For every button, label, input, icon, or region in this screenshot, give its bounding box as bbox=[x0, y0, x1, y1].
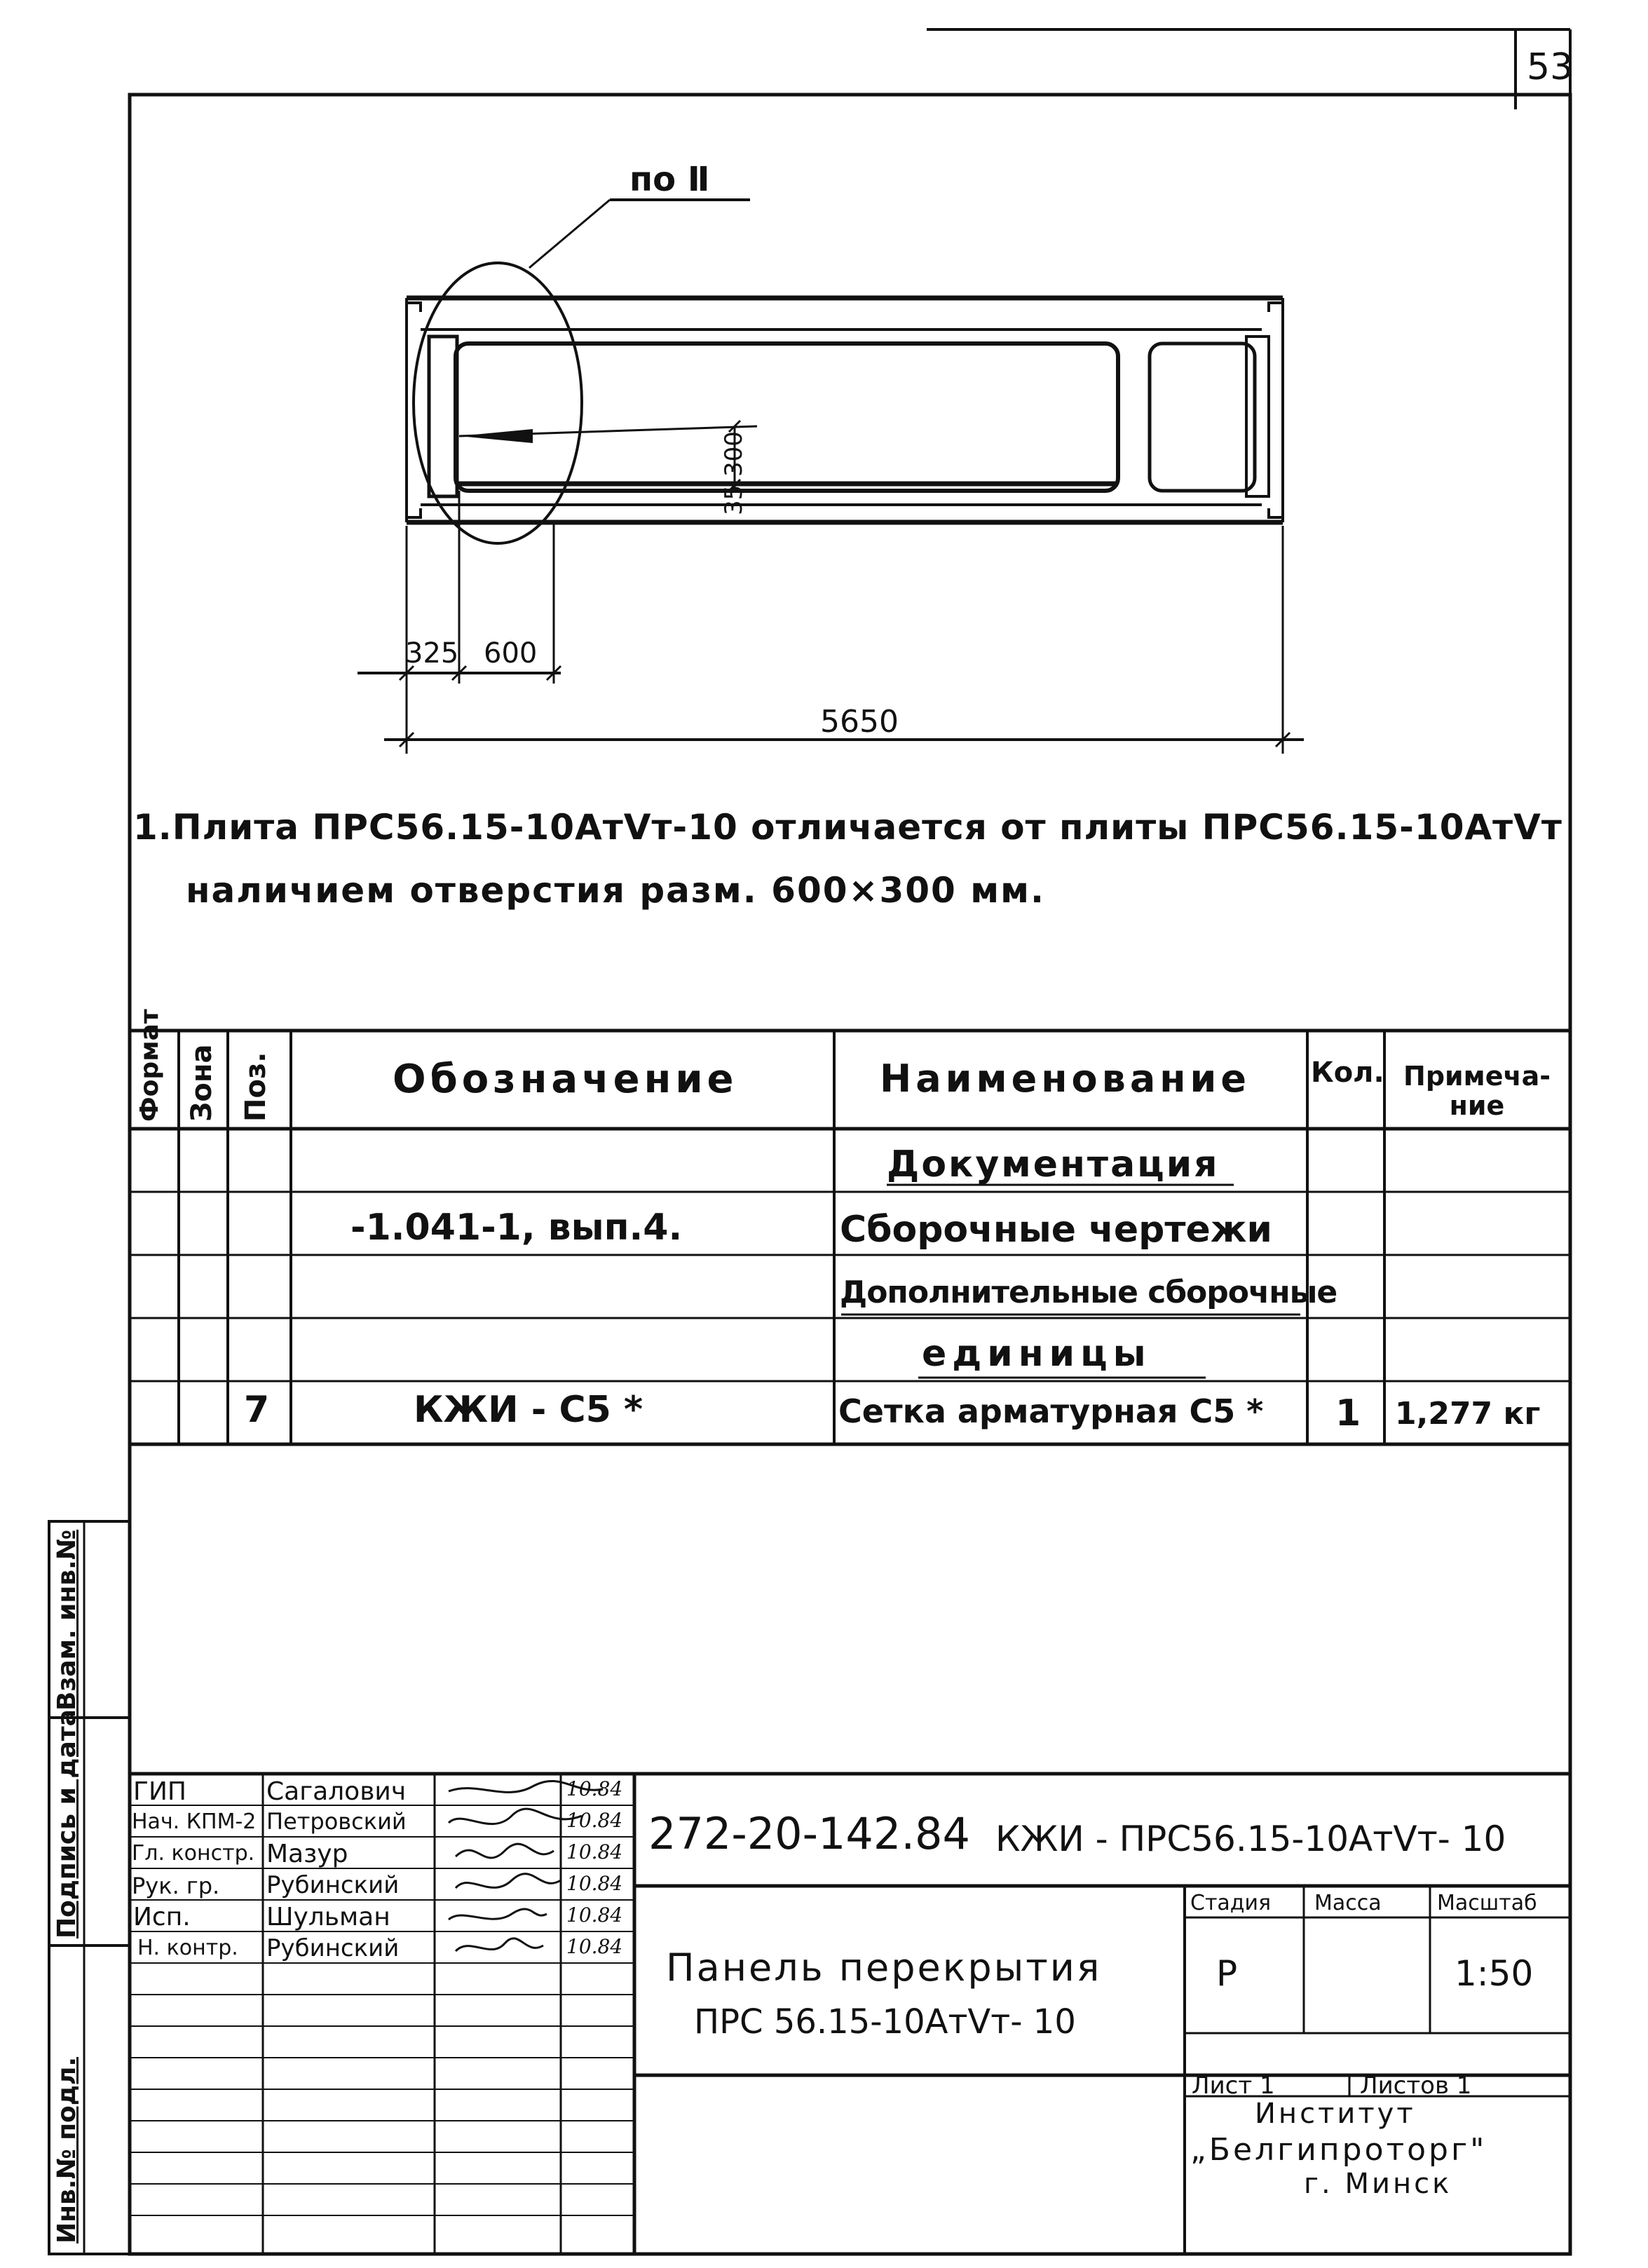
page-number: 53 bbox=[1527, 46, 1574, 88]
mass-label: Масса bbox=[1314, 1891, 1382, 1915]
stage-label: Стадия bbox=[1190, 1891, 1272, 1915]
dim-length: 5650 bbox=[820, 704, 899, 740]
sheet-number: Лист 1 bbox=[1192, 2072, 1275, 2100]
row-5-qty: 1 bbox=[1335, 1392, 1361, 1434]
signer-5-name: Шульман bbox=[266, 1903, 390, 1931]
organization-line-2: „Белгипроторг" bbox=[1190, 2132, 1487, 2168]
note-line-1: 1.Плита ПРС56.15-10АтVт-10 отличается от плиты ПРС56.15-10АтVт bbox=[133, 807, 1562, 848]
callout-label: по Ⅱ bbox=[629, 160, 710, 199]
row-2-name: Сборочные чертежи bbox=[840, 1209, 1272, 1251]
scale-value: 1:50 bbox=[1455, 1953, 1534, 1994]
signer-2-date: 10.84 bbox=[566, 1809, 623, 1832]
side-stamp-field-1: Взам. инв.№ bbox=[53, 1529, 81, 1711]
header-note: Примеча-ние bbox=[1403, 1061, 1551, 1121]
drawing-title-line-1: Панель перекрытия bbox=[666, 1946, 1102, 1990]
signer-5-date: 10.84 bbox=[566, 1903, 623, 1927]
row-1-name: Документация bbox=[887, 1143, 1220, 1186]
row-2-designation: -1.041-1, вып.4. bbox=[350, 1207, 683, 1249]
header-format: Формат bbox=[135, 1009, 164, 1122]
side-stamp-field-2: Подпись и дата bbox=[53, 1709, 81, 1938]
dim-height-offset: 35 bbox=[720, 484, 748, 515]
signer-3-name: Мазур bbox=[266, 1840, 348, 1868]
header-zone: Зона bbox=[186, 1044, 218, 1122]
signer-5-role: Исп. bbox=[133, 1903, 191, 1931]
row-5-designation: КЖИ - С5 * bbox=[414, 1389, 643, 1431]
signer-4-name: Рубинский bbox=[266, 1871, 400, 1899]
header-name: Наименование bbox=[880, 1057, 1251, 1101]
header-qty: Кол. bbox=[1311, 1057, 1384, 1089]
row-5-name: Сетка арматурная С5 * bbox=[838, 1392, 1264, 1430]
project-code: 272-20-142.84 bbox=[648, 1808, 970, 1859]
stage-value: Р bbox=[1216, 1953, 1238, 1994]
row-5-pos: 7 bbox=[244, 1389, 270, 1431]
signer-4-date: 10.84 bbox=[566, 1872, 623, 1895]
signer-3-date: 10.84 bbox=[566, 1840, 623, 1863]
signer-2-role: Нач. КПМ-2 bbox=[132, 1809, 257, 1834]
signer-1-date: 10.84 bbox=[566, 1777, 623, 1800]
side-stamp-field-3: Инв.№ подл. bbox=[53, 2056, 81, 2243]
signer-1-name: Сагалович bbox=[266, 1777, 407, 1806]
organization-line-3: г. Минск bbox=[1304, 2168, 1452, 2200]
signer-6-role: Н. контр. bbox=[137, 1936, 238, 1960]
organization-line-1: Институт bbox=[1255, 2098, 1416, 2130]
document-designation: КЖИ - ПРС56.15-10АтVт- 10 bbox=[995, 1819, 1506, 1859]
note-line-2: наличием отверстия разм. 600×300 мм. bbox=[186, 870, 1045, 911]
header-pos: Поз. bbox=[240, 1052, 272, 1122]
row-4-name: единицы bbox=[922, 1333, 1152, 1375]
dim-height: 300 bbox=[720, 431, 748, 477]
sheet-count: Листов 1 bbox=[1360, 2072, 1472, 2100]
signer-6-name: Рубинский bbox=[266, 1934, 400, 1962]
drawing-title-line-2: ПРС 56.15-10АтVт- 10 bbox=[694, 2002, 1076, 2042]
signer-1-role: ГИП bbox=[133, 1777, 186, 1806]
header-designation: Обозначение bbox=[393, 1057, 738, 1102]
signer-6-date: 10.84 bbox=[566, 1935, 623, 1958]
signer-3-role: Гл. констр. bbox=[132, 1841, 255, 1866]
row-3-name: Дополнительные сборочные bbox=[840, 1275, 1337, 1310]
scale-label: Масштаб bbox=[1437, 1891, 1537, 1915]
row-5-note: 1,277 кг bbox=[1395, 1396, 1541, 1432]
signer-2-name: Петровский bbox=[266, 1808, 407, 1835]
signer-4-role: Рук. гр. bbox=[132, 1873, 220, 1899]
dim-opening: 600 bbox=[484, 637, 538, 670]
dim-left: 325 bbox=[405, 637, 459, 670]
